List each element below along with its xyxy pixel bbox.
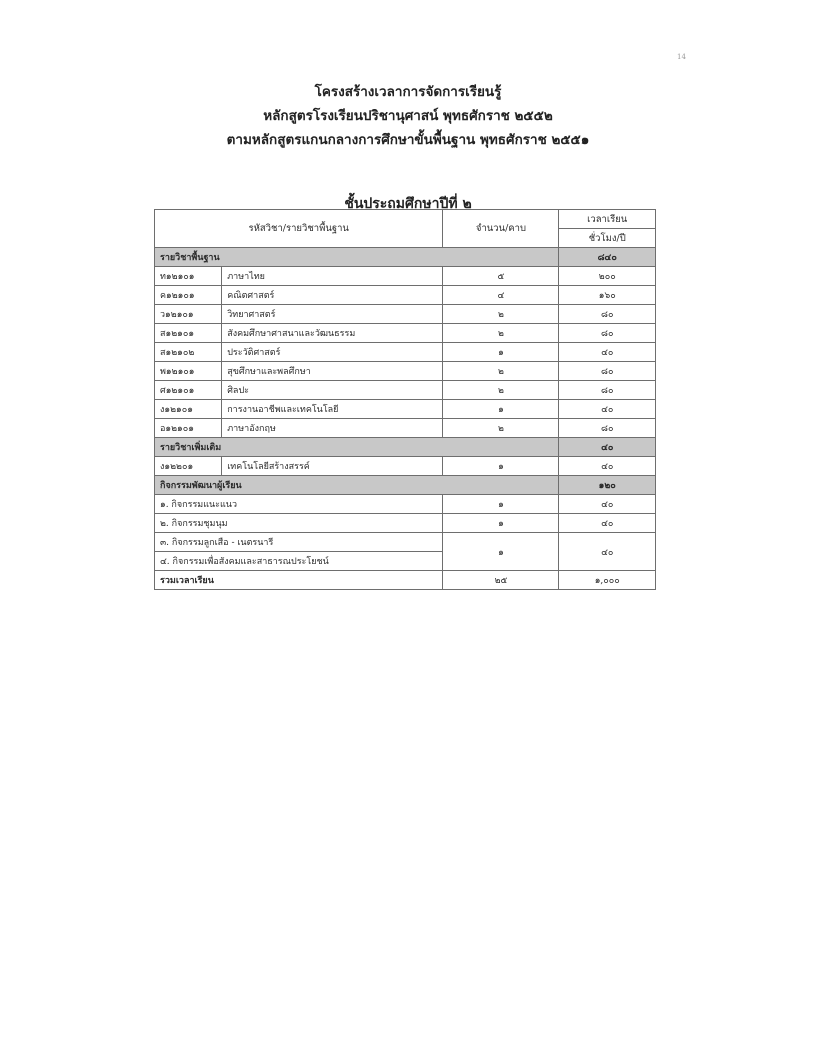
subject-code: ว๑๒๑๐๑ <box>155 305 222 324</box>
activity-units: ๑ <box>443 514 559 533</box>
subject-name: คณิตศาสตร์ <box>222 286 443 305</box>
subject-units: ๒ <box>443 419 559 438</box>
title-line-2: หลักสูตรโรงเรียนปริชานุศาสน์ พุทธศักราช ๒๕๕๒ <box>263 108 553 124</box>
section-label: กิจกรรมพัฒนาผู้เรียน <box>155 476 559 495</box>
subject-code: ศ๑๒๑๐๑ <box>155 381 222 400</box>
activity-name: ๒. กิจกรรมชุมนุม <box>155 514 443 533</box>
table-row <box>155 286 656 305</box>
section-label: รายวิชาพื้นฐาน <box>155 248 559 267</box>
table-row <box>155 343 656 362</box>
subject-hours: ๑๖๐ <box>559 286 656 305</box>
activity-units: ๑ <box>443 495 559 514</box>
curriculum-table <box>154 209 656 590</box>
subject-name: สังคมศึกษาศาสนาและวัฒนธรรม <box>222 324 443 343</box>
section-total: ๑๒๐ <box>559 476 656 495</box>
subject-units: ๒ <box>443 324 559 343</box>
section-label: รายวิชาเพิ่มเติม <box>155 438 559 457</box>
header-time-unit: ชั่วโมง/ปี <box>559 229 656 248</box>
subject-hours: ๔๐ <box>559 457 656 476</box>
total-hours: ๑,๐๐๐ <box>559 571 656 590</box>
table-row <box>155 305 656 324</box>
subject-hours: ๔๐ <box>559 400 656 419</box>
activity-hours: ๔๐ <box>559 533 656 571</box>
subject-code: ง๑๒๒๐๑ <box>155 457 222 476</box>
subject-units: ๒ <box>443 381 559 400</box>
header-time: เวลาเรียน <box>559 210 656 229</box>
subject-name: วิทยาศาสตร์ <box>222 305 443 324</box>
table-row <box>155 267 656 286</box>
subject-name: ภาษาอังกฤษ <box>222 419 443 438</box>
header-units: จำนวน/คาบ <box>443 210 559 248</box>
section-row-activities <box>155 476 656 495</box>
subject-hours: ๘๐ <box>559 305 656 324</box>
subject-units: ๑ <box>443 343 559 362</box>
subject-hours: ๘๐ <box>559 324 656 343</box>
total-units: ๒๕ <box>443 571 559 590</box>
title-line-1: โครงสร้างเวลาการจัดการเรียนรู้ <box>314 84 502 100</box>
activity-hours: ๔๐ <box>559 514 656 533</box>
table-row <box>155 514 656 533</box>
subject-units: ๕ <box>443 267 559 286</box>
subject-name: ภาษาไทย <box>222 267 443 286</box>
title-line-3: ตามหลักสูตรแกนกลางการศึกษาขั้นพื้นฐาน พุทธศักราช ๒๕๕๑ <box>226 132 590 148</box>
subject-units: ๔ <box>443 286 559 305</box>
subject-name: ประวัติศาสตร์ <box>222 343 443 362</box>
table-row <box>155 533 656 552</box>
table-row <box>155 400 656 419</box>
subject-code: ส๑๒๑๐๑ <box>155 324 222 343</box>
subject-name: เทคโนโลยีสร้างสรรค์ <box>222 457 443 476</box>
activity-name: ๔. กิจกรรมเพื่อสังคมและสาธารณประโยชน์ <box>155 552 443 571</box>
subject-name: สุขศึกษาและพลศึกษา <box>222 362 443 381</box>
table-row <box>155 457 656 476</box>
document-titles <box>0 80 816 152</box>
subject-hours: ๒๐๐ <box>559 267 656 286</box>
table-header-row <box>155 210 656 229</box>
table-row <box>155 362 656 381</box>
total-label: รวมเวลาเรียน <box>155 571 443 590</box>
subject-code: ง๑๒๑๐๑ <box>155 400 222 419</box>
subject-hours: ๘๐ <box>559 362 656 381</box>
total-row <box>155 571 656 590</box>
subject-code: ส๑๒๑๐๒ <box>155 343 222 362</box>
subject-units: ๑ <box>443 400 559 419</box>
subject-code: พ๑๒๑๐๑ <box>155 362 222 381</box>
subject-units: ๒ <box>443 362 559 381</box>
section-row-extra <box>155 438 656 457</box>
subject-units: ๑ <box>443 457 559 476</box>
table-row <box>155 495 656 514</box>
table-row <box>155 324 656 343</box>
subject-code: ท๑๒๑๐๑ <box>155 267 222 286</box>
header-subject: รหัสวิชา/รายวิชาพื้นฐาน <box>155 210 443 248</box>
subject-code: ค๑๒๑๐๑ <box>155 286 222 305</box>
subject-name: การงานอาชีพและเทคโนโลยี <box>222 400 443 419</box>
subject-hours: ๘๐ <box>559 419 656 438</box>
grade-heading: ชั้นประถมศึกษาปีที่ ๒ <box>344 196 472 212</box>
page-number: 14 <box>677 53 686 61</box>
section-total: ๘๔๐ <box>559 248 656 267</box>
section-row-basic <box>155 248 656 267</box>
subject-code: อ๑๒๑๐๑ <box>155 419 222 438</box>
activity-hours: ๔๐ <box>559 495 656 514</box>
section-total: ๔๐ <box>559 438 656 457</box>
subject-hours: ๘๐ <box>559 381 656 400</box>
subject-hours: ๔๐ <box>559 343 656 362</box>
activity-name: ๑. กิจกรรมแนะแนว <box>155 495 443 514</box>
subject-name: ศิลปะ <box>222 381 443 400</box>
activity-name: ๓. กิจกรรมลูกเสือ - เนตรนารี <box>155 533 443 552</box>
subject-units: ๒ <box>443 305 559 324</box>
activity-units: ๑ <box>443 533 559 571</box>
table-row <box>155 381 656 400</box>
table-row <box>155 419 656 438</box>
